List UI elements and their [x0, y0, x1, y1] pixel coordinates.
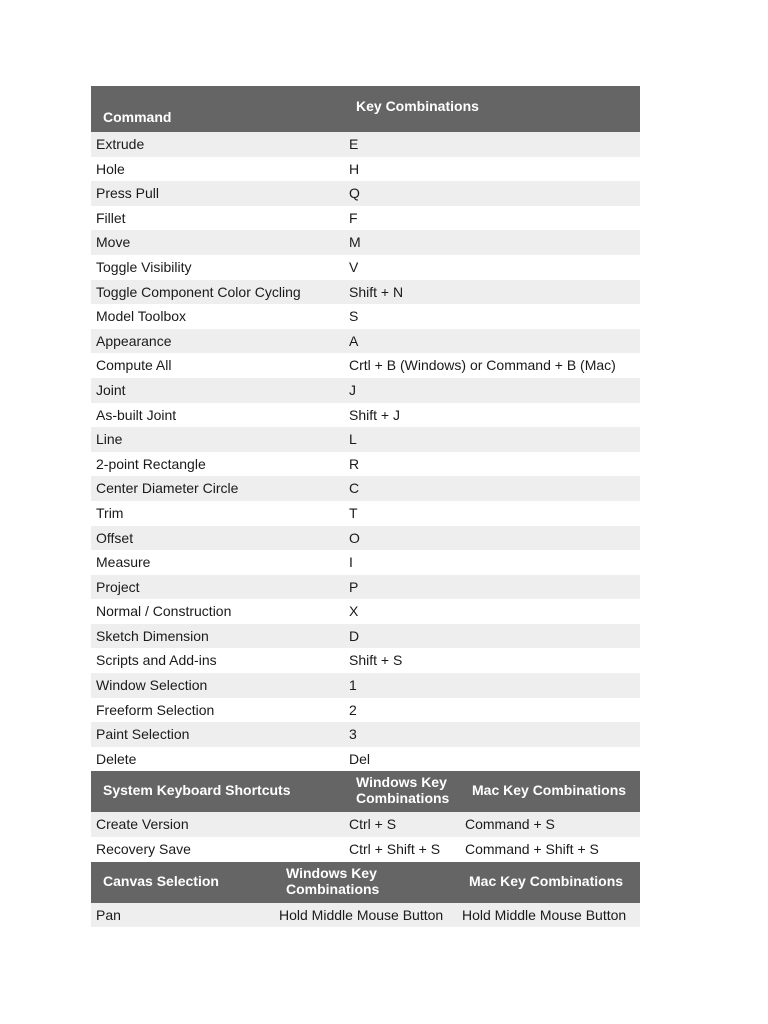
command-cell: Measure: [96, 554, 151, 571]
table-row: [91, 452, 640, 477]
keys-cell: Crtl + B (Windows) or Command + B (Mac): [349, 357, 616, 374]
command-cell: Pan: [96, 906, 121, 923]
table-row: [91, 304, 640, 329]
table-row: [91, 280, 640, 305]
command-cell: Offset: [96, 529, 134, 546]
command-cell: Normal / Construction: [96, 603, 232, 620]
canvas-table-header: [91, 862, 640, 903]
canvas-windows-column-header-line1: Windows Key: [286, 864, 377, 881]
command-cell: Create Version: [96, 816, 189, 833]
table-row: [91, 255, 640, 280]
system-windows-column-header-line2: Combinations: [356, 790, 450, 807]
keys-cell: H: [349, 160, 360, 177]
keys-cell: C: [349, 480, 360, 497]
command-cell: Appearance: [96, 332, 172, 349]
keys-cell: Shift + N: [349, 283, 404, 300]
system-shortcuts-column-header: System Keyboard Shortcuts: [103, 782, 291, 799]
keys-cell: Shift + S: [349, 652, 403, 669]
command-cell: As-built Joint: [96, 406, 177, 423]
command-cell: Toggle Component Color Cycling: [96, 283, 301, 300]
command-cell: Toggle Visibility: [96, 258, 192, 275]
command-cell: 2-point Rectangle: [96, 455, 206, 472]
keys-cell: Q: [349, 185, 360, 202]
table-row: [91, 378, 640, 403]
command-cell: Trim: [96, 504, 124, 521]
keys-cell: P: [349, 578, 359, 595]
table-row: [91, 501, 640, 526]
table-row: [91, 575, 640, 600]
system-table-body: [91, 812, 640, 861]
main-table-body: [91, 132, 640, 771]
command-cell: Delete: [96, 750, 137, 767]
command-cell: Recovery Save: [96, 841, 191, 858]
command-cell: Compute All: [96, 357, 172, 374]
shortcuts-sheet: [91, 86, 640, 927]
keys-cell: O: [349, 529, 360, 546]
command-cell: Project: [96, 578, 140, 595]
command-cell: Fillet: [96, 209, 126, 226]
table-row: [91, 747, 640, 772]
table-row: [91, 403, 640, 428]
command-cell: Extrude: [96, 136, 145, 152]
table-row: [91, 812, 640, 837]
table-row: [91, 722, 640, 747]
table-row: [91, 903, 640, 928]
canvas-table-body: [91, 903, 640, 928]
command-cell: Window Selection: [96, 677, 208, 694]
keys-cell: D: [349, 627, 360, 644]
command-cell: Scripts and Add-ins: [96, 652, 217, 669]
canvas-mac-column-header: Mac Key Combinations: [469, 872, 624, 889]
keys-cell: V: [349, 258, 359, 275]
system-windows-column-header-line1: Windows Key: [356, 774, 447, 791]
command-cell: Freeform Selection: [96, 701, 215, 718]
keys-cell: M: [349, 234, 361, 251]
table-row: [91, 698, 640, 723]
table-row: [91, 599, 640, 624]
table-row: [91, 230, 640, 255]
table-row: [91, 550, 640, 575]
keys-cell: Del: [349, 750, 371, 767]
keys-cell: L: [349, 431, 357, 448]
windows-keys-cell: Ctrl + Shift + S: [349, 841, 441, 858]
key-combinations-column-header: Key Combinations: [356, 98, 479, 114]
keys-cell: E: [349, 136, 359, 152]
keys-cell: R: [349, 455, 360, 472]
command-column-header: Command: [103, 109, 172, 125]
keys-cell: 1: [349, 677, 357, 694]
table-row: [91, 476, 640, 501]
command-cell: Line: [96, 431, 123, 448]
windows-keys-cell: Hold Middle Mouse Button: [279, 906, 444, 923]
command-cell: Model Toolbox: [96, 308, 187, 325]
command-cell: Press Pull: [96, 185, 160, 202]
table-row: [91, 648, 640, 673]
main-table-header: [91, 86, 640, 132]
table-row: [91, 624, 640, 649]
table-row: [91, 206, 640, 231]
table-row: [91, 181, 640, 206]
command-cell: Sketch Dimension: [96, 627, 209, 644]
table-row: [91, 427, 640, 452]
keys-cell: X: [349, 603, 359, 620]
keys-cell: I: [349, 554, 353, 571]
keys-cell: Shift + J: [349, 406, 400, 423]
system-table-header: [91, 771, 640, 812]
keys-cell: 2: [349, 701, 357, 718]
keys-cell: A: [349, 332, 359, 349]
command-cell: Paint Selection: [96, 726, 190, 743]
command-cell: Hole: [96, 160, 125, 177]
table-row: [91, 837, 640, 862]
table-row: [91, 132, 640, 157]
mac-keys-cell: Command + Shift + S: [465, 841, 599, 858]
command-cell: Move: [96, 234, 131, 251]
keys-cell: 3: [349, 726, 357, 743]
keys-cell: S: [349, 308, 359, 325]
mac-keys-cell: Hold Middle Mouse Button: [462, 906, 627, 923]
canvas-windows-column-header-line2: Combinations: [286, 880, 380, 897]
table-row: [91, 526, 640, 551]
command-cell: Joint: [96, 381, 126, 398]
mac-keys-cell: Command + S: [465, 816, 555, 833]
canvas-selection-column-header: Canvas Selection: [103, 872, 219, 889]
windows-keys-cell: Ctrl + S: [349, 816, 397, 833]
keys-cell: J: [349, 381, 356, 398]
table-row: [91, 673, 640, 698]
keys-cell: T: [349, 504, 358, 521]
command-cell: Center Diameter Circle: [96, 480, 239, 497]
table-row: [91, 329, 640, 354]
table-row: [91, 353, 640, 378]
table-row: [91, 157, 640, 182]
keys-cell: F: [349, 209, 358, 226]
system-mac-column-header: Mac Key Combinations: [472, 782, 627, 799]
